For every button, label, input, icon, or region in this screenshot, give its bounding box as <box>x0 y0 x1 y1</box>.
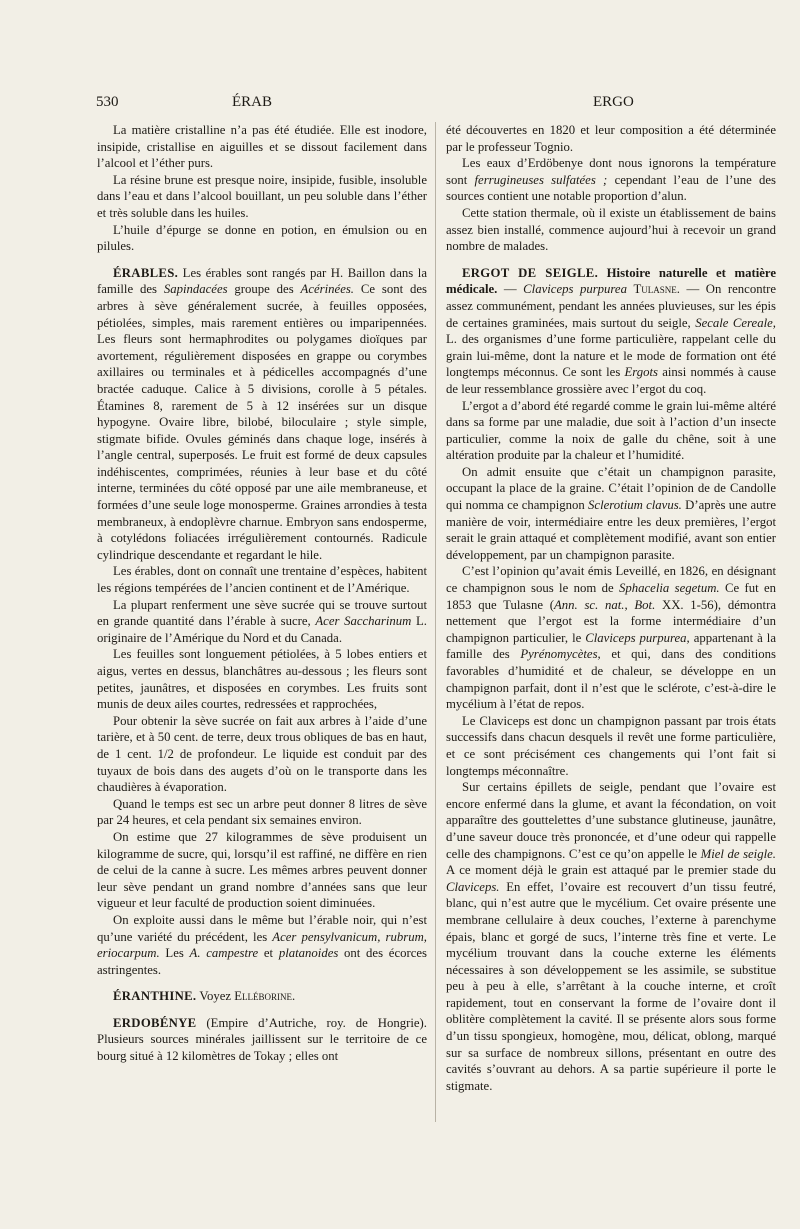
paragraph: L’huile d’épurge se donne en potion, en émulsion ou en pilules. <box>97 222 427 254</box>
paragraph: Cette station thermale, où il existe un établissement de bains assez bien installé, commence aujourd’hui à recevoir un grand nombre de malades. <box>446 205 776 254</box>
entry-headword: ERGOT DE SEIGLE. <box>462 265 599 280</box>
entry-subheading: Histoire naturelle et matière médicale. <box>446 265 776 297</box>
entry-ergot-de-seigle: ERGOT DE SEIGLE. Histoire naturelle et matière médicale. — Claviceps purpurea Tulasne. — On rencontre assez communément, pendant les années pluvieuses, sur les épis de certaines graminées, mais surtout du seigle, Secale Cereale, L. des organismes d’une forme particulière, rappelant celle du grain lui-même, dont la nature et le mode de formation ont été longtemps méconnus. Ce sont les Ergots ainsi nommés à cause de leur ressemblance grossière avec l’ergot du coq. <box>446 265 777 396</box>
paragraph: Le Claviceps est donc un champignon passant par trois états successifs dans chacun desquels il revêt une forme particulière, et ce sont précisément ces changements qui l’ont fait si longtemps méconnaître. <box>446 713 776 778</box>
running-header <box>0 94 800 118</box>
page-number: 530 <box>96 94 119 110</box>
paragraph: Les érables, dont on connaît une trentaine d’espèces, habitent les régions tempérées de l’ancien continent et de l’Amérique. <box>97 564 427 596</box>
paragraph: La plupart renferment une sève sucrée qui se trouve surtout en grande quantité dans l’érable à sucre, Acer Saccharinum L. originaire de l’Amérique du Nord et du Canada. <box>97 597 427 645</box>
left-running-title: ÉRAB <box>232 94 273 110</box>
paragraph: L’ergot a d’abord été regardé comme le grain lui-même altéré dans sa forme par une maladie, due soit à l’action d’un insecte particulier, comme la noix de galle du chêne, soit à une altération produite par la chaleur et l’humidité. <box>446 398 776 463</box>
entry-headword: ÉRABLES. <box>113 265 179 280</box>
paragraph: C’est l’opinion qu’avait émis Leveillé, en 1826, en désignant ce champignon sous le nom de Sphacelia segetum. Ce fut en 1853 que Tulasne (Ann. sc. nat., Bot. XX. 1-56), démontra nettement que l’ergot est la forme intermédiaire d’un champignon particulier, le Claviceps purpurea, appartenant à la famille des Pyrénomycètes, et qui, dans des conditions favorables d’humidité et de chaleur, se développe en un champignon parfait, dont il n’est que le sclérote, c’est-à-dire le mycélium à l’état de repos. <box>446 564 777 712</box>
paragraph: Sur certains épillets de seigle, pendant que l’ovaire est encore enfermé dans la glume, et avant la fécondation, on voit apparaître des gouttelettes d’une substance glutineuse, jaunâtre, d’une saveur douce très prononcée, et d’une odeur qui rappelle celle des champignons. C’est ce qu’on appelle le Miel de seigle. A ce moment déjà le grain est attaqué par le premier stade du Claviceps. En effet, l’ovaire est recouvert d’un tissu feutré, blanc, qui n’est autre que le mycélium. Cet ovaire présente une membrane cellulaire à deux couches, l’externe à parenchyme épais, blanc et gorgé de sucs, l’interne très fine et verte. Le mycélium trouvant dans la couche externe les éléments nécessaires à son développement se les assimile, se substitue peu à peu à elle, s’arrêtant à la couche interne, et croît rapidement, tout en conservant la forme de l’ovaire dont il oblitère complètement la cavité. Il se présente alors sous forme d’un tissu spongieux, homogène, mou, délicat, oblong, marqué sur sa surface de nombreux sillons, présentant en outre des cavités s’ouvrant au dehors. A sa partie supérieure il porte le stigmate. <box>446 780 776 1093</box>
entry-erdobenye: ERDOBÉNYE (Empire d’Autriche, roy. de Hongrie). Plusieurs sources minérales jaillissent sur le territoire de ce bourg situé à 12 kilomètres de Tokay ; elles ont <box>97 1015 427 1064</box>
entry-headword: ÉRANTHINE. <box>113 989 197 1004</box>
paragraph: On estime que 27 kilogrammes de sève produisent un kilogramme de sucre, qui, lorsqu’il est raffiné, ne diffère en rien de celui de la canne à sucre. Les mêmes arbres peuvent donner leur sève pendant un grand nombre d’années sans que leur vigueur et leur faculté de production soient diminuées. <box>97 829 427 911</box>
paragraph: On exploite aussi dans le même but l’érable noir, qui n’est qu’une variété du précédent, les Acer pensylvanicum, rubrum, eriocarpum. Les A. campestre et platanoides ont des écorces astringentes. <box>97 912 427 977</box>
paragraph: été découvertes en 1820 et leur composition a été déterminée par le professeur Tognio. <box>446 123 776 154</box>
entry-headword: ERDOBÉNYE <box>113 1015 197 1030</box>
paragraph: Pour obtenir la sève sucrée on fait aux arbres à l’aide d’une tarière, et à 50 cent. de terre, deux trous obliques de bas en haut, de 1 cent. 1/2 de profondeur. Le liquide est conduit par des tuyaux de bois dans des augets d’où on le transporte dans les chaudières à évaporation. <box>97 713 427 795</box>
paragraph: La résine brune est presque noire, insipide, fusible, insoluble dans l’eau et dans l’alcool bouillant, un peu soluble dans l’éther et très soluble dans les huiles. <box>97 172 427 220</box>
left-column <box>97 122 427 1065</box>
right-running-title: ERGO <box>593 94 634 110</box>
entry-eranthine: ÉRANTHINE. Voyez Elléborine. <box>113 989 296 1004</box>
right-column <box>446 122 776 1094</box>
column-divider <box>435 122 436 1122</box>
paragraph: Quand le temps est sec un arbre peut donner 8 litres de sève par 24 heures, et cela pendant six semaines environ. <box>97 796 427 828</box>
paragraph: Les feuilles sont longuement pétiolées, à 5 lobes entiers et aigus, vertes en dessus, blanchâtres au-dessous ; les fleurs sont petites, jaunâtres, et disposées en corymbes. Les fruits sont munis de deux ailes courtes, redressées et rapprochées, <box>97 647 427 712</box>
entry-erables: ÉRABLES. Les érables sont rangés par H. Baillon dans la famille des Sapindacées groupe des Acérinées. Ce sont des arbres à sève généralement sucrée, à feuilles opposées, pétiolées, simples, mais rarement entières ou imparipennées. Les fleurs sont hermaphrodites ou polygames dioïques par avortement, régulièrement disposées en grappe ou corymbes axillaires ou terminales et à pédicelles accompagnés d’une bractée caduque. Calice à 5 divisions, corolle à 5 pétales. Étamines 8, rarement de 5 à 12 insérées sur un disque hypogyne. Ovaire libre, bilobé, biloculaire ; style simple, stigmate bifide. Ovules géminés dans chaque loge, insérés à l’angle central, superposés. Le fruit est formé de deux capsules indéhiscentes, comprimées, réunies à leur base et du côté interne, terminées du côté opposé par une aile membraneuse, et formées d’une seule loge monosperme. Graines arrondies à testa membraneux, à endoplèvre charnue. Embryon sans endosperme, à cotylédons foliacées irrégulièrement contournés. Radicule cylindrique descendante et regardant le hile. <box>97 265 427 562</box>
paragraph: On admit ensuite que c’était un champignon parasite, occupant la place de la graine. C’était l’opinion de de Candolle qui nomma ce champignon Sclerotium clavus. D’après une autre manière de voir, intermédiaire entre les deux premières, l’ergot serait le grain attaqué et complètement modifié, avant son entier développement, par un champignon parasite. <box>446 464 776 562</box>
paragraph: Les eaux d’Erdöbenye dont nous ignorons la température sont ferrugineuses sulfatées ; cependant l’eau de l’une des sources contient une notable proportion d’alun. <box>446 156 776 204</box>
paragraph: La matière cristalline n’a pas été étudiée. Elle est inodore, insipide, cristallise en aiguilles et se dissout facilement dans l’alcool et l’éther purs. <box>97 123 427 171</box>
